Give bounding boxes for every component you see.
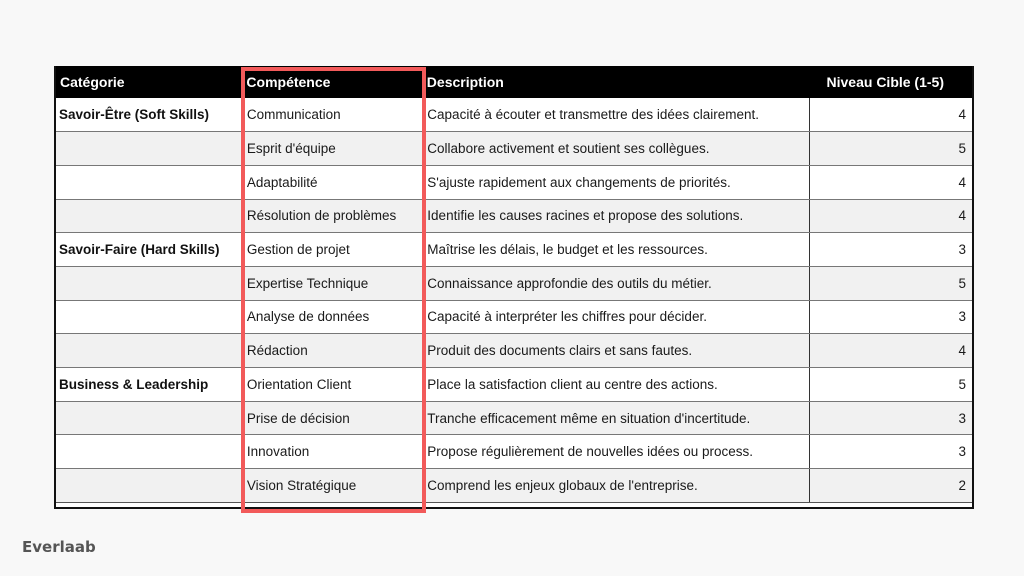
cell-category — [56, 199, 242, 233]
cell-competence: Orientation Client — [242, 368, 422, 402]
cell-description: Comprend les enjeux globaux de l'entreprise. — [423, 469, 810, 503]
cell-description: Tranche efficacement même en situation d'incertitude. — [423, 401, 810, 435]
cell-category: Savoir-Faire (Hard Skills) — [56, 233, 242, 267]
table-row — [56, 98, 972, 132]
table-row — [56, 401, 972, 435]
cell-category — [56, 266, 242, 300]
header-description: Description — [426, 74, 504, 90]
cell-level: 4 — [810, 98, 972, 132]
table-row — [56, 266, 972, 300]
header-competence: Compétence — [246, 74, 331, 90]
cell-competence: Analyse de données — [242, 300, 422, 334]
cell-level: 2 — [810, 469, 972, 503]
cell-description: Connaissance approfondie des outils du métier. — [423, 266, 810, 300]
table-row — [56, 300, 972, 334]
skills-table — [54, 66, 974, 509]
cell-description: S'ajuste rapidement aux changements de priorités. — [423, 165, 810, 199]
cell-description: Place la satisfaction client au centre des actions. — [423, 368, 810, 402]
cell-category — [56, 165, 242, 199]
cell-competence: Expertise Technique — [242, 266, 422, 300]
cell-competence: Esprit d'équipe — [242, 132, 422, 166]
cell-level: 3 — [810, 233, 972, 267]
table-row — [56, 132, 972, 166]
cell-description: Propose régulièrement de nouvelles idées ou process. — [423, 435, 810, 469]
cell-description: Capacité à interpréter les chiffres pour décider. — [423, 300, 810, 334]
cell-level: 3 — [810, 401, 972, 435]
cell-description: Produit des documents clairs et sans fautes. — [423, 334, 810, 368]
cell-competence: Communication — [242, 98, 422, 132]
table-row — [56, 233, 972, 267]
table-body — [56, 98, 972, 502]
cell-description: Identifie les causes racines et propose des solutions. — [423, 199, 810, 233]
header-category: Catégorie — [60, 74, 125, 90]
table-row — [56, 368, 972, 402]
header-level: Niveau Cible (1-5) — [826, 74, 944, 90]
cell-description: Maîtrise les délais, le budget et les ressources. — [423, 233, 810, 267]
table-row — [56, 469, 972, 503]
table-row — [56, 334, 972, 368]
cell-level: 5 — [810, 266, 972, 300]
cell-category — [56, 300, 242, 334]
cell-competence: Innovation — [242, 435, 422, 469]
cell-category: Savoir-Être (Soft Skills) — [56, 98, 242, 132]
cell-category — [56, 435, 242, 469]
cell-competence: Résolution de problèmes — [242, 199, 422, 233]
cell-category — [56, 401, 242, 435]
cell-description: Collabore activement et soutient ses collègues. — [423, 132, 810, 166]
cell-competence: Adaptabilité — [242, 165, 422, 199]
table-header-row — [56, 66, 972, 98]
cell-level: 3 — [810, 300, 972, 334]
cell-category: Business & Leadership — [56, 368, 242, 402]
cell-level: 4 — [810, 334, 972, 368]
cell-category — [56, 132, 242, 166]
table-row — [56, 165, 972, 199]
skills-table-grid — [56, 66, 972, 503]
cell-category — [56, 469, 242, 503]
cell-category — [56, 334, 242, 368]
cell-competence: Vision Stratégique — [242, 469, 422, 503]
cell-level: 4 — [810, 199, 972, 233]
brand-logo-text: Everlaab — [22, 538, 96, 556]
table-row — [56, 199, 972, 233]
cell-competence: Prise de décision — [242, 401, 422, 435]
cell-level: 4 — [810, 165, 972, 199]
cell-level: 5 — [810, 368, 972, 402]
table-row — [56, 435, 972, 469]
cell-competence: Gestion de projet — [242, 233, 422, 267]
cell-description: Capacité à écouter et transmettre des idées clairement. — [423, 98, 810, 132]
cell-level: 5 — [810, 132, 972, 166]
cell-competence: Rédaction — [242, 334, 422, 368]
cell-level: 3 — [810, 435, 972, 469]
table-bottom-border — [56, 503, 972, 507]
